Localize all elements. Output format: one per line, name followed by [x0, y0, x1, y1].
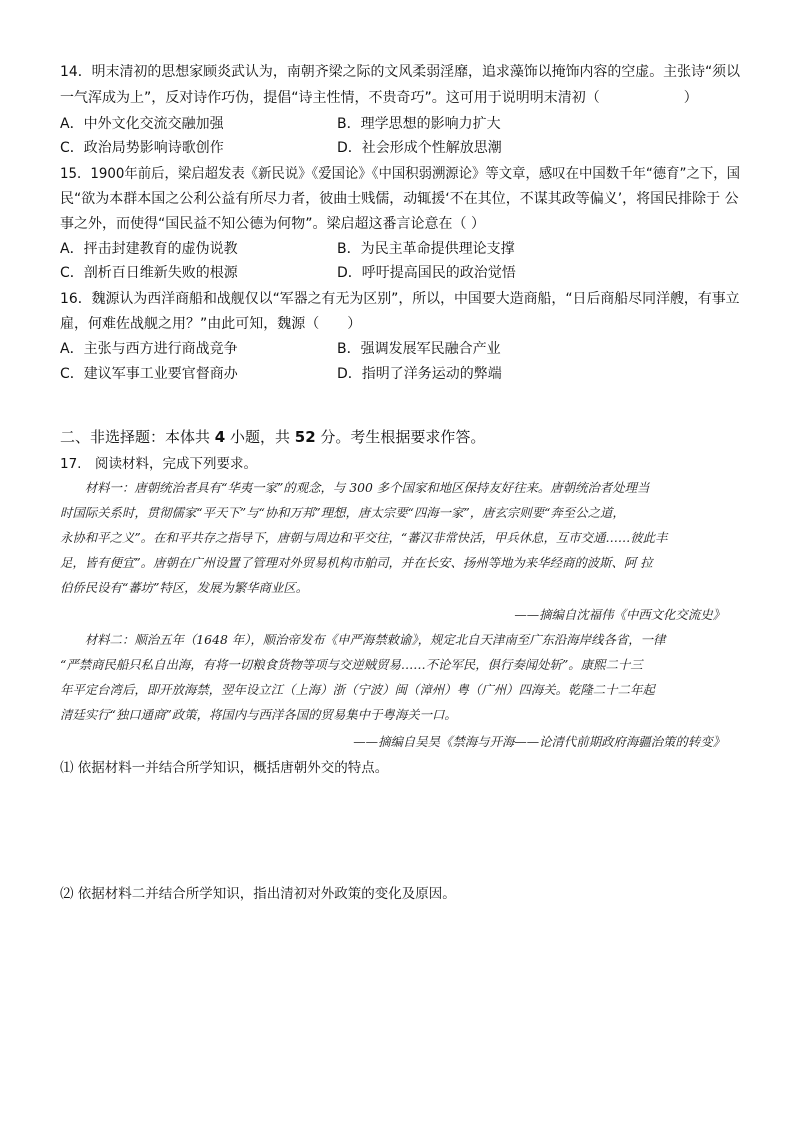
q16-option-d: D．指明了洋务运动的弊端: [337, 366, 502, 382]
q14-stem-line1: 14．明末清初的思想家顾炎武认为，南朝齐梁之际的文风柔弱淫靡，追求藻饰以掩饰内容的空虚。主张诗“须以: [60, 64, 741, 80]
q17-material1-line4: 足，皆有便宜”。唐朝在广州设置了管理对外贸易机构市舶司，并在长安、扬州等地为来华经商的波斯、阿 拉: [60, 555, 653, 570]
q16-option-a: A．主张与西方进行商战竞争: [60, 341, 238, 357]
q17-subquestion2: ⑵ 依据材料二并结合所学知识，指出清初对外政策的变化及原因。: [60, 886, 456, 902]
q14-option-c: C．政治局势影响诗歌创作: [60, 140, 224, 156]
q17-subquestion1: ⑴ 依据材料一并结合所学知识，概括唐朝外交的特点。: [60, 760, 389, 776]
q15-option-d: D．呼吁提高国民的政治觉悟: [337, 265, 516, 281]
q15-stem-line2: 民“欲为本群本国之公利公益有所尽力者，彼曲士贱儒，动辄援‘不在其位，不谋其政等偏义’，将国民排除于 公: [60, 191, 739, 207]
q15-stem-line3: 事之外，而使得“国民益不知公德为何物”。梁启超这番言论意在（ ）: [60, 216, 485, 232]
q17-material2-line1: 材料二：顺治五年（1648 年），顺治帝发布《申严海禁敕谕》，规定北自天津南至广东沿海岸线各省，一律: [60, 632, 666, 647]
q15-option-c: C．剖析百日维新失败的根源: [60, 265, 238, 281]
section2-suffix: 分。考生根据要求作答。: [315, 428, 486, 446]
q14-option-b: B．理学思想的影响力扩大: [337, 116, 501, 132]
q17-material2-line2: “严禁商民船只私自出海，有将一切粮食货物等项与交逆贼贸易……不论军民，俱行奏闻处斩”。康熙二十三: [60, 657, 643, 672]
q17-source1: ——摘编自沈福伟《中西文化交流史》: [514, 607, 725, 622]
q17-title: 17. 阅读材料，完成下列要求。: [60, 456, 257, 472]
q17-material1-line5: 伯侨民设有“蕃坊”特区，发展为繁华商业区。: [60, 580, 309, 595]
section2-heading: [60, 426, 485, 448]
section2-prefix: 二、非选择题：本体共: [60, 428, 215, 446]
q15-stem-line1: 15．1900年前后，梁启超发表《新民说》《爱国论》《中国积弱溯源论》等文章，感叹在中国数千年“德育”之下，国: [60, 166, 740, 182]
section2-score: 52: [294, 428, 316, 446]
q14-stem-line2: 一气浑成为上”，反对诗作巧伪，提倡“诗主性情，不贵奇巧”。这可用于说明明末清初（ ）: [60, 90, 698, 106]
q16-stem-line2: 雇，何难佐战舰之用？”由此可知，魏源（ ）: [60, 316, 362, 332]
q17-material1-line3: 永协和平之义”。在和平共存之指导下，唐朝与周边和平交往，“蕃汉非常快活，甲兵休息，互市交通……彼此丰: [60, 530, 668, 545]
q17-material1-line1: 材料一：唐朝统治者具有“华夷一家”的观念，与 300 多个国家和地区保持友好往来。唐朝统治者处理当: [60, 480, 650, 495]
q16-stem-line1: 16．魏源认为西洋商船和战舰仅以“军器之有无为区别”，所以，中国要大造商船，“日后商船尽同洋艘，有事立: [60, 291, 740, 307]
q16-option-b: B．强调发展军民融合产业: [337, 341, 501, 357]
q15-option-b: B．为民主革命提供理论支撑: [337, 241, 515, 257]
q14-option-d: D．社会形成个性解放思潮: [337, 140, 502, 156]
q17-source2: ——摘编自吴昊《禁海与开海——论清代前期政府海疆治策的转变》: [353, 734, 725, 749]
q17-material2-line3: 年平定台湾后，即开放海禁，翌年设立江（上海）浙（宁波）闽（漳州）粤（广州）四海关。乾隆二十二年起: [60, 682, 655, 697]
q15-option-a: A．抨击封建教育的虚伪说教: [60, 241, 238, 257]
q14-option-a: A．中外文化交流交融加强: [60, 116, 224, 132]
q17-material2-line4: 清廷实行“独口通商”政策，将国内与西洋各国的贸易集中于粤海关一口。: [60, 707, 457, 722]
q17-material1-line2: 时国际关系时，贯彻儒家“平天下”与“协和万邦”理想，唐太宗要“四海一家”，唐玄宗则要“奔至公之道，: [60, 505, 625, 520]
q16-option-c: C．建议军事工业要官督商办: [60, 366, 238, 382]
section2-mid: 小题，共: [225, 428, 295, 446]
section2-count: 4: [214, 428, 226, 446]
